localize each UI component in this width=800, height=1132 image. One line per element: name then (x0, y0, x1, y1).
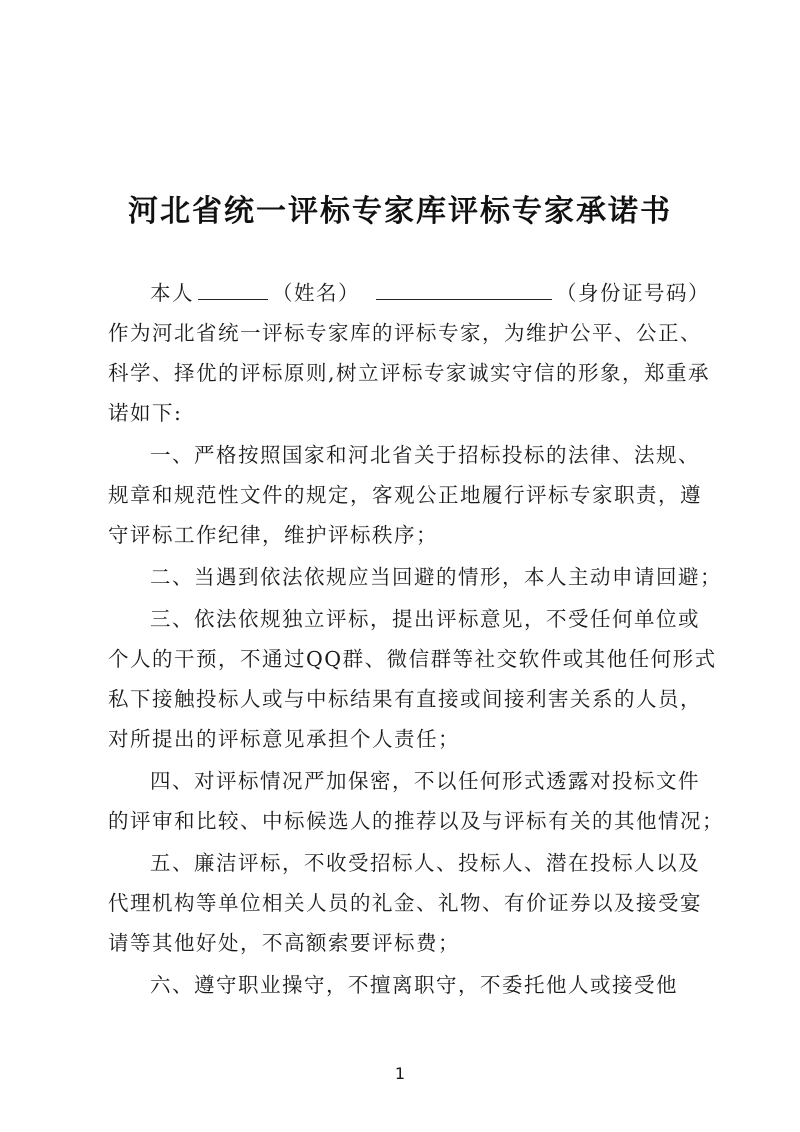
name-label: （姓名） (272, 281, 360, 305)
name-blank-field (198, 279, 268, 300)
clause-3-line: 私下接触投标人或与中标结果有直接或间接利害关系的人员， (108, 687, 702, 711)
clause-1-line: 一、严格按照国家和河北省关于招标投标的法律、法规、 (150, 443, 700, 467)
clause-5-line: 请等其他好处，不高额索要评标费； (108, 931, 460, 955)
clause-2-line: 二、当遇到依法依规应当回避的情形，本人主动申请回避； (150, 565, 722, 589)
id-number-blank-field (376, 279, 552, 300)
clause-3-line: 三、依法依规独立评标，提出评标意见，不受任何单位或 (150, 607, 700, 631)
clause-4-line: 的评审和比较、中标候选人的推荐以及与评标有关的其他情况； (108, 809, 724, 833)
clause-3-line: 对所提出的评标意见承担个人责任； (108, 727, 460, 751)
clause-5-line: 代理机构等单位相关人员的礼金、礼物、有价证券以及接受宴 (108, 891, 702, 915)
clause-1-line: 守评标工作纪律，维护评标秩序； (108, 523, 438, 547)
intro-prefix: 本人 (150, 281, 194, 305)
intro-line: 诺如下: (108, 401, 183, 425)
intro-line: 作为河北省统一评标专家库的评标专家，为维护公平、公正、 (108, 321, 702, 345)
intro-line-with-blanks (150, 278, 750, 308)
document-title: 河北省统一评标专家库评标专家承诺书 (128, 194, 672, 229)
clause-5-line: 五、廉洁评标，不收受招标人、投标人、潜在投标人以及 (150, 851, 700, 875)
clause-6-line: 六、遵守职业操守，不擅离职守，不委托他人或接受他 (150, 973, 678, 997)
clause-1-line: 规章和规范性文件的规定，客观公正地履行评标专家职责，遵 (108, 483, 702, 507)
id-number-label: （身份证号码） (556, 281, 710, 305)
clause-4-line: 四、对评标情况严加保密，不以任何形式透露对投标文件 (150, 769, 700, 793)
intro-line: 科学、择优的评标原则,树立评标专家诚实守信的形象，郑重承 (108, 361, 711, 385)
page-number: 1 (394, 1064, 406, 1083)
clause-3-line: 个人的干预，不通过QQ群、微信群等社交软件或其他任何形式 (108, 647, 717, 671)
